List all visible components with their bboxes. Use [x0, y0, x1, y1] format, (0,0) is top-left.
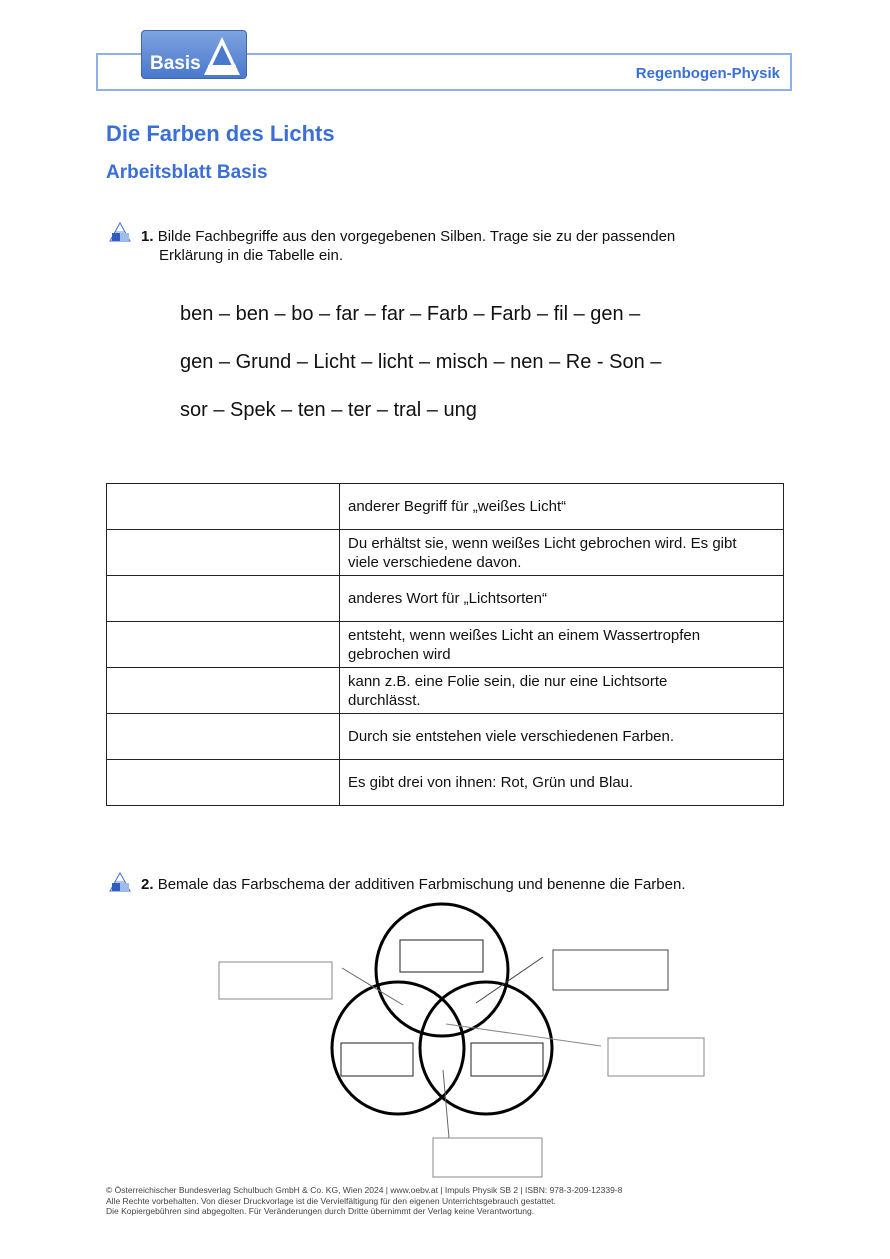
footer-line: Alle Rechte vorbehalten. Von dieser Druckvorlage ist die Vervielfältigung für den eigenen Unterrichtsgebrauch gestattet.: [106, 1195, 556, 1206]
description-line: durchlässt.: [348, 691, 421, 709]
pointer-line: [476, 957, 543, 1003]
syllable-line-3: sor – Spek – ten – ter – tral – ung: [180, 399, 477, 421]
brand-label: Regenbogen-Physik: [635, 65, 780, 82]
description-line: Du erhältst sie, wenn weißes Licht gebrochen wird. Es gibt: [348, 534, 737, 552]
description-line: Es gibt drei von ihnen: Rot, Grün und Blau.: [348, 774, 634, 791]
label-box-outer-right[interactable]: [553, 950, 668, 990]
description-line: anderer Begriff für „weißes Licht“: [348, 498, 567, 515]
description-line: kann z.B. eine Folie sein, die nur eine Lichtsorte: [348, 672, 668, 690]
page-title: Die Farben des Lichts: [106, 121, 335, 146]
description-line: Durch sie entstehen viele verschiedenen Farben.: [348, 728, 675, 745]
description-line: entsteht, wenn weißes Licht an einem Wassertropfen: [348, 626, 701, 644]
label-box-outer-middle[interactable]: [608, 1038, 704, 1076]
footer: [106, 1185, 622, 1217]
task-1-line1: Bilde Fachbegriffe aus den vorgegebenen Silben. Trage sie zu der passenden: [157, 228, 676, 245]
footer-line: Die Kopiergebühren sind abgegolten. Für Veränderungen durch Dritte übernimmt der Verlag keine Verantwortung.: [106, 1206, 535, 1216]
label-box-right[interactable]: [471, 1043, 543, 1076]
task-2-text: Bemale das Farbschema der additiven Farbmischung und benenne die Farben.: [157, 876, 686, 893]
description-line: anderes Wort für „Lichtsorten“: [348, 590, 547, 607]
label-box-top[interactable]: [400, 940, 483, 972]
description-line: gebrochen wird: [348, 645, 451, 663]
description-line: viele verschiedene davon.: [348, 553, 522, 571]
syllable-line-1: ben – ben – bo – far – far – Farb – Farb – fil – gen –: [180, 303, 641, 325]
label-box-left[interactable]: [341, 1043, 413, 1076]
syllable-line-2: gen – Grund – Licht – licht – misch – nen – Re - Son –: [180, 351, 662, 373]
label-box-outer-bottom[interactable]: [433, 1138, 542, 1177]
page-subtitle: Arbeitsblatt Basis: [106, 162, 268, 183]
label-box-outer-left[interactable]: [219, 962, 332, 999]
task-2-number: 2.: [141, 876, 154, 893]
footer-line: © Österreichischer Bundesverlag Schulbuch GmbH & Co. KG, Wien 2024 | www.oebv.at | Impuls Physik SB 2 | ISBN: 978-3-209-12339-8: [106, 1185, 623, 1195]
logo-text: Basis: [150, 53, 201, 74]
task-1-line2: Erklärung in die Tabelle ein.: [159, 247, 344, 264]
task-1-number: 1.: [141, 228, 154, 245]
pointer-line: [443, 1070, 449, 1138]
